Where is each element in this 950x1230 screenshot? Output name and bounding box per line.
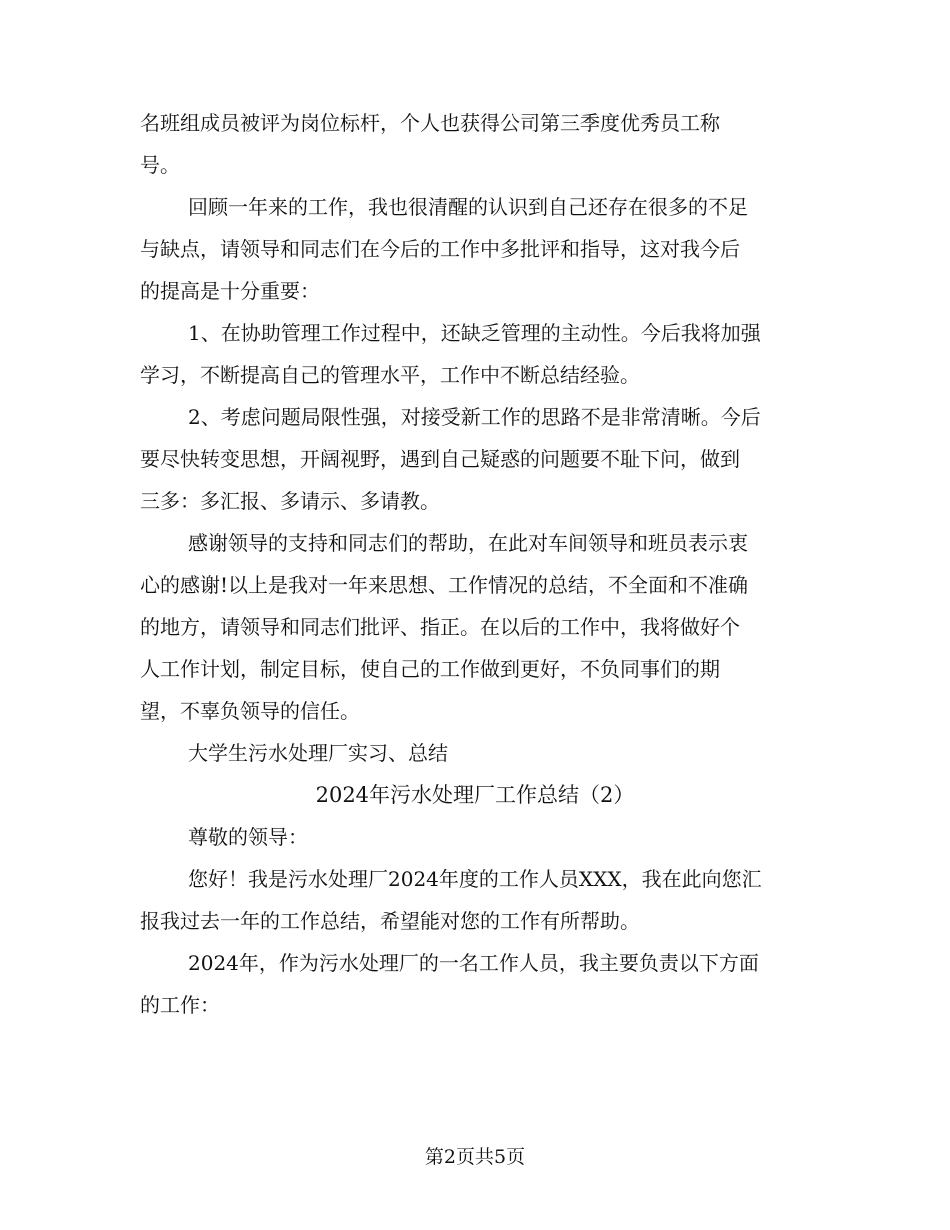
text-line: 要尽快转变思想，开阔视野，遇到自己疑惑的问题要不耻下问，做到 [140,447,740,471]
section-note-line: 大学生污水处理厂实习、总结 [188,741,448,765]
text-line: 与缺点，请领导和同志们在今后的工作中多批评和指导，这对我今后 [140,237,740,261]
text-line: 的工作： [140,993,220,1017]
text-line: 望，不辜负领导的信任。 [140,699,360,723]
paragraph-start-line: 2024年，作为污水处理厂的一名工作人员，我主要负责以下方面 [188,951,759,975]
text-line: 学习，不断提高自己的管理水平，工作中不断总结经验。 [140,363,640,387]
text-line: 名班组成员被评为岗位标杆，个人也获得公司第三季度优秀员工称 [140,111,720,135]
paragraph-start-line: 您好！我是污水处理厂2024年度的工作人员XXX，我在此向您汇 [188,867,762,891]
list-item-1-line: 1、在协助管理工作过程中，还缺乏管理的主动性。今后我将加强 [188,321,761,345]
text-line: 号。 [140,153,180,177]
list-item-2-line: 2、考虑问题局限性强，对接受新工作的思路不是非常清晰。今后 [188,405,761,429]
page-number-footer: 第2页共5页 [424,1146,526,1168]
paragraph-start-line: 回顾一年来的工作，我也很清醒的认识到自己还存在很多的不足 [188,195,748,219]
section-heading: 2024年污水处理厂工作总结（2） [315,783,635,807]
text-line: 报我过去一年的工作总结，希望能对您的工作有所帮助。 [140,909,640,933]
text-line: 三多：多汇报、多请示、多请教。 [140,489,440,513]
document-body [140,102,810,1026]
salutation-line: 尊敬的领导： [188,825,308,849]
text-line: 心的感谢!以上是我对一年来思想、工作情况的总结，不全面和不准确 [140,573,749,597]
text-line: 的地方，请领导和同志们批评、指正。在以后的工作中，我将做好个 [140,615,740,639]
text-line: 人工作计划，制定目标，使自己的工作做到更好，不负同事们的期 [140,657,720,681]
paragraph-start-line: 感谢领导的支持和同志们的帮助，在此对车间领导和班员表示衷 [188,531,748,555]
text-line: 的提高是十分重要： [140,279,320,303]
